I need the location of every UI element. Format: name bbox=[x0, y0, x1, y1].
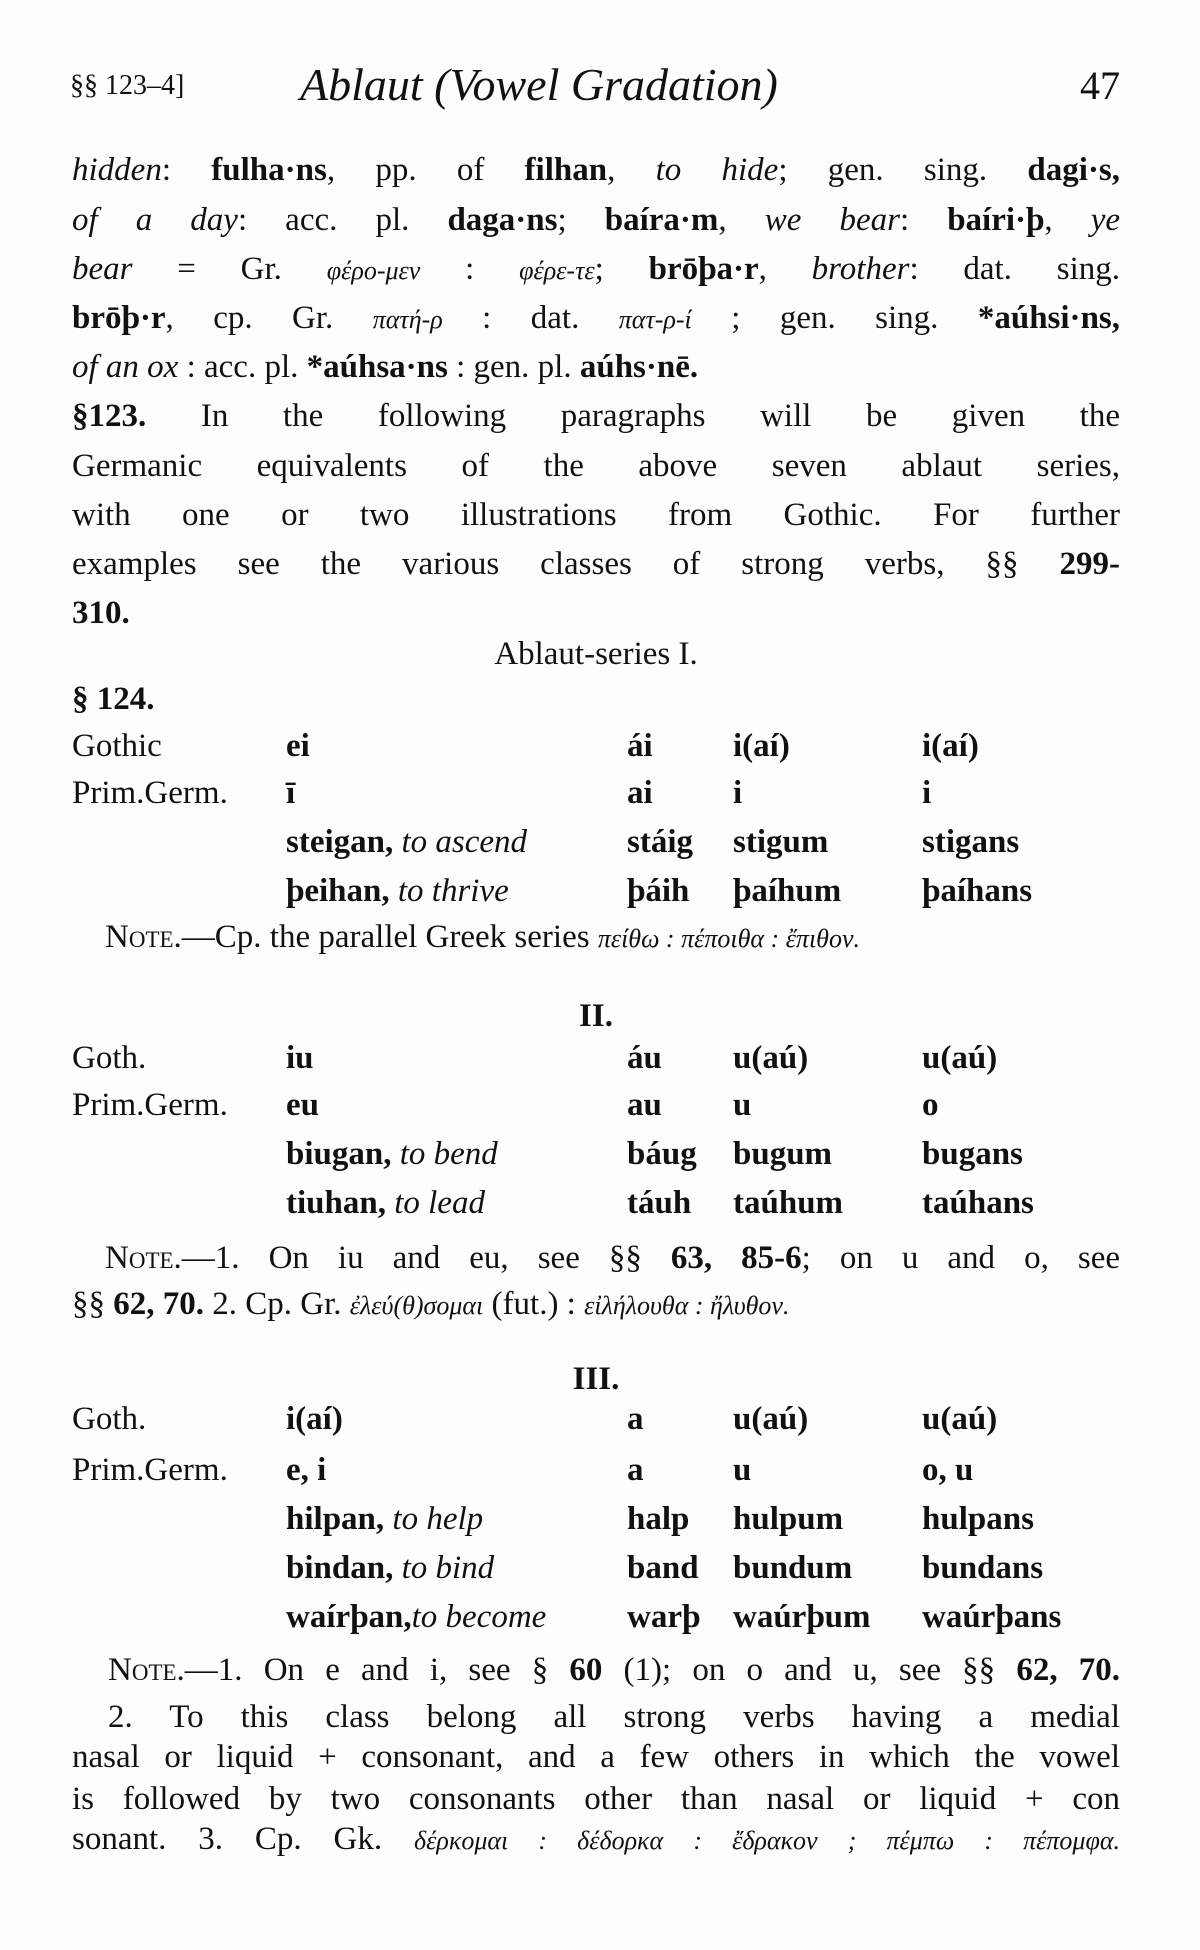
ablaut-cell: ei bbox=[286, 728, 310, 764]
text-run: .—1. On iu and eu, see §§ bbox=[173, 1240, 671, 1276]
ablaut-cell: bundans bbox=[922, 1550, 1044, 1586]
text-run: *aúhsi·ns, bbox=[977, 300, 1121, 336]
text-run: nasal or liquid + consonant, and a few others in which the vowel bbox=[72, 1739, 1120, 1775]
verb-form: bindan, bbox=[286, 1550, 402, 1586]
ablaut-table-row bbox=[72, 1597, 1132, 1637]
ablaut-cell: warþ bbox=[627, 1599, 701, 1635]
text-run: aúhs·nē. bbox=[579, 349, 699, 385]
text-line bbox=[72, 347, 1120, 387]
text-run: εἰλήλουθα : ἤλυθον. bbox=[584, 1291, 790, 1320]
text-run: bear bbox=[72, 251, 133, 287]
text-run: is followed by two consonants other than nasal or liquid + con bbox=[72, 1781, 1120, 1817]
text-run: , cp. Gr. bbox=[165, 300, 373, 336]
text-run: 2. Cp. Gr. bbox=[204, 1286, 350, 1322]
page-number: 47 bbox=[1080, 63, 1120, 108]
text-run: : dat. bbox=[442, 300, 619, 336]
text-line bbox=[72, 249, 1120, 291]
verb-gloss: to thrive bbox=[397, 873, 509, 909]
ablaut-table-row bbox=[72, 1399, 1132, 1439]
text-line bbox=[72, 1779, 1120, 1819]
ablaut-cell bbox=[286, 1134, 498, 1174]
ablaut-cell: þaíhum bbox=[733, 873, 842, 909]
verb-form: steigan, bbox=[286, 824, 402, 860]
ablaut-cell: taúhans bbox=[922, 1185, 1034, 1221]
text-run: ; bbox=[557, 202, 605, 238]
text-run: brother bbox=[811, 251, 910, 287]
verb-form: tiuhan, bbox=[286, 1185, 395, 1221]
section-reference: §§ 123–4] bbox=[70, 70, 185, 101]
text-line bbox=[72, 1359, 1120, 1399]
ablaut-cell: þaíhans bbox=[922, 873, 1033, 909]
ablaut-cell: stigans bbox=[922, 824, 1020, 860]
verb-gloss: to become bbox=[411, 1599, 547, 1635]
ablaut-cell: u bbox=[733, 1087, 752, 1123]
text-line bbox=[72, 1284, 1120, 1326]
ablaut-cell: i(aí) bbox=[286, 1401, 343, 1437]
text-run: brōþ·r bbox=[72, 300, 166, 336]
text-line bbox=[72, 150, 1120, 190]
text-run: , pp. of bbox=[326, 152, 525, 188]
text-line bbox=[72, 446, 1120, 486]
ablaut-cell: ī bbox=[286, 775, 296, 811]
verb-gloss: to bend bbox=[399, 1136, 498, 1172]
ablaut-table-row bbox=[72, 773, 1132, 813]
text-run: 62, 70. bbox=[113, 1286, 204, 1322]
text-run: dagi·s, bbox=[1027, 152, 1121, 188]
ablaut-cell: bundum bbox=[733, 1550, 853, 1586]
text-run: ἐλεύ(θ)σομαι bbox=[349, 1291, 484, 1320]
text-run: hidden bbox=[72, 152, 162, 188]
text-run: πείθω : πέποιθα : ἔπιθον. bbox=[597, 924, 860, 953]
page-title: Ablaut (Vowel Gradation) bbox=[300, 59, 778, 110]
text-run: , bbox=[718, 202, 765, 238]
ablaut-cell: áu bbox=[627, 1040, 662, 1076]
text-run: baíra·m bbox=[604, 202, 719, 238]
ablaut-cell: a bbox=[627, 1452, 644, 1488]
text-run: Ablaut-series I. bbox=[494, 636, 698, 672]
ablaut-cell: u bbox=[733, 1452, 752, 1488]
text-run: 299- bbox=[1059, 546, 1120, 582]
ablaut-cell: hulpum bbox=[733, 1501, 844, 1537]
ablaut-cell: báug bbox=[627, 1136, 697, 1172]
verb-gloss: to bind bbox=[401, 1550, 495, 1586]
ablaut-cell: i bbox=[922, 775, 932, 811]
text-run: πατ-ρ-ί bbox=[618, 305, 692, 334]
text-line bbox=[72, 495, 1120, 535]
text-run: II. bbox=[579, 998, 613, 1034]
ablaut-cell: taúhum bbox=[733, 1185, 844, 1221]
text-line bbox=[105, 917, 1120, 959]
ablaut-cell: stáig bbox=[627, 824, 693, 860]
ablaut-cell: Gothic bbox=[72, 728, 162, 764]
ablaut-table-row bbox=[72, 1085, 1132, 1125]
ablaut-cell: ai bbox=[627, 775, 653, 811]
text-line bbox=[72, 996, 1120, 1036]
ablaut-cell: bugum bbox=[733, 1136, 833, 1172]
text-run: Germanic equivalents of the above seven ablaut series, bbox=[72, 448, 1120, 484]
ablaut-cell: iu bbox=[286, 1040, 314, 1076]
ablaut-cell: i(aí) bbox=[922, 728, 979, 764]
text-line bbox=[105, 1238, 1120, 1278]
text-run: ; bbox=[594, 251, 649, 287]
text-run: .—1. On e and i, see § bbox=[176, 1652, 570, 1688]
text-line bbox=[108, 1650, 1120, 1690]
text-run: ye bbox=[1090, 202, 1121, 238]
ablaut-table-row bbox=[72, 822, 1132, 862]
text-run: fulha·ns bbox=[211, 152, 327, 188]
text-run: : bbox=[161, 152, 212, 188]
verb-gloss: to ascend bbox=[401, 824, 528, 860]
text-run: : bbox=[899, 202, 948, 238]
ablaut-cell: i(aí) bbox=[733, 728, 790, 764]
text-run: 2. To this class belong all strong verbs having a medial bbox=[108, 1699, 1120, 1735]
text-run: we bear bbox=[764, 202, 900, 238]
ablaut-cell: táuh bbox=[627, 1185, 692, 1221]
ablaut-cell: au bbox=[627, 1087, 662, 1123]
verb-form: waírþan, bbox=[286, 1599, 412, 1635]
ablaut-cell bbox=[286, 1548, 494, 1588]
ablaut-table-row bbox=[72, 1038, 1132, 1078]
ablaut-cell: o, u bbox=[922, 1452, 974, 1488]
ablaut-cell: Prim.Germ. bbox=[72, 1087, 228, 1123]
ablaut-cell bbox=[286, 1183, 485, 1223]
text-line bbox=[72, 634, 1120, 674]
text-run: (1); on o and u, see §§ bbox=[602, 1652, 1017, 1688]
text-run: ; gen. sing. bbox=[691, 300, 978, 336]
ablaut-cell: e, i bbox=[286, 1452, 327, 1488]
ablaut-cell: waúrþum bbox=[733, 1599, 871, 1635]
running-header bbox=[70, 58, 1120, 108]
ablaut-cell: eu bbox=[286, 1087, 319, 1123]
text-line bbox=[72, 679, 1120, 719]
verb-gloss: to lead bbox=[394, 1185, 485, 1221]
text-run: Note bbox=[105, 1240, 174, 1276]
ablaut-table-row bbox=[72, 1134, 1132, 1174]
text-run: of a day bbox=[72, 202, 238, 238]
ablaut-cell: u(aú) bbox=[733, 1040, 809, 1076]
text-run: with one or two illustrations from Gothic. For further bbox=[72, 497, 1120, 533]
text-line bbox=[72, 200, 1120, 240]
text-run: φέρε-τε bbox=[519, 256, 595, 285]
text-run: §§ bbox=[72, 1286, 114, 1322]
text-run: to hide bbox=[655, 152, 779, 188]
text-run: III. bbox=[572, 1361, 620, 1397]
ablaut-cell: ái bbox=[627, 728, 653, 764]
ablaut-table-row bbox=[72, 1183, 1132, 1223]
text-run: In the following paragraphs will be given the bbox=[146, 398, 1120, 434]
text-run: 63, 85-6 bbox=[670, 1240, 802, 1276]
text-run: examples see the various classes of strong verbs, §§ bbox=[72, 546, 1060, 582]
text-run: Note bbox=[108, 1652, 177, 1688]
ablaut-cell: i bbox=[733, 775, 743, 811]
ablaut-cell: waúrþans bbox=[922, 1599, 1062, 1635]
text-run: : gen. pl. bbox=[447, 349, 580, 385]
ablaut-cell bbox=[286, 822, 527, 862]
text-run: 60 bbox=[569, 1652, 603, 1688]
text-run: , bbox=[1044, 202, 1091, 238]
ablaut-table-row bbox=[72, 1548, 1132, 1588]
ablaut-cell: stigum bbox=[733, 824, 829, 860]
ablaut-cell bbox=[286, 871, 509, 911]
text-run: §123. bbox=[72, 398, 147, 434]
ablaut-table-row bbox=[72, 871, 1132, 911]
text-run: filhan bbox=[524, 152, 608, 188]
text-run: of an ox bbox=[72, 349, 179, 385]
ablaut-cell: bugans bbox=[922, 1136, 1023, 1172]
text-run: sonant. 3. Cp. Gk. bbox=[72, 1821, 415, 1857]
ablaut-cell: Prim.Germ. bbox=[72, 1452, 228, 1488]
verb-form: biugan, bbox=[286, 1136, 400, 1172]
text-run: ; on u and o, see bbox=[801, 1240, 1120, 1276]
ablaut-cell: o bbox=[922, 1087, 939, 1123]
text-line bbox=[72, 298, 1120, 340]
text-line bbox=[72, 593, 1120, 633]
text-run: : dat. sing. bbox=[909, 251, 1121, 287]
ablaut-cell: band bbox=[627, 1550, 699, 1586]
text-run: : acc. pl. bbox=[237, 202, 448, 238]
text-run: , bbox=[607, 152, 656, 188]
ablaut-cell: u(aú) bbox=[922, 1401, 998, 1437]
text-run: πατή-ρ bbox=[372, 305, 443, 334]
ablaut-table-row bbox=[72, 726, 1132, 766]
ablaut-table-row bbox=[72, 1450, 1132, 1490]
text-line bbox=[108, 1697, 1120, 1737]
text-line bbox=[72, 544, 1120, 584]
ablaut-cell: u(aú) bbox=[922, 1040, 998, 1076]
ablaut-cell bbox=[286, 1499, 483, 1539]
ablaut-cell: Goth. bbox=[72, 1401, 147, 1437]
text-run: φέρο-μεν bbox=[326, 256, 421, 285]
ablaut-cell: Goth. bbox=[72, 1040, 147, 1076]
text-line bbox=[72, 1819, 1120, 1861]
text-run: .—Cp. the parallel Greek series bbox=[173, 919, 598, 955]
text-run: : acc. pl. bbox=[178, 349, 307, 385]
text-run: brōþa·r bbox=[648, 251, 759, 287]
text-run: 310. bbox=[72, 595, 130, 631]
ablaut-cell: halp bbox=[627, 1501, 690, 1537]
text-line bbox=[72, 1737, 1120, 1777]
verb-gloss: to help bbox=[392, 1501, 484, 1537]
text-run: daga·ns bbox=[447, 202, 558, 238]
text-line bbox=[72, 396, 1120, 436]
ablaut-cell: u(aú) bbox=[733, 1401, 809, 1437]
text-run: ; gen. sing. bbox=[778, 152, 1028, 188]
text-run: Note bbox=[105, 919, 174, 955]
ablaut-cell: þáih bbox=[627, 873, 690, 909]
ablaut-cell: a bbox=[627, 1401, 644, 1437]
text-run: , bbox=[758, 251, 812, 287]
ablaut-cell bbox=[286, 1597, 546, 1637]
text-run: § 124. bbox=[72, 681, 155, 717]
ablaut-cell: Prim.Germ. bbox=[72, 775, 228, 811]
text-run: (fut.) : bbox=[483, 1286, 585, 1322]
text-run: δέρκομαι : δέδορκα : ἔδρακον ; πέμπω : πέπομφα. bbox=[414, 1826, 1121, 1855]
text-run: baíri·þ bbox=[947, 202, 1045, 238]
text-run: *aúhsa·ns bbox=[306, 349, 448, 385]
ablaut-cell: hulpans bbox=[922, 1501, 1034, 1537]
verb-form: hilpan, bbox=[286, 1501, 393, 1537]
verb-form: þeihan, bbox=[286, 873, 398, 909]
text-run: = Gr. bbox=[132, 251, 327, 287]
ablaut-table-row bbox=[72, 1499, 1132, 1539]
text-run: 62, 70. bbox=[1016, 1652, 1121, 1688]
text-run: : bbox=[420, 251, 520, 287]
